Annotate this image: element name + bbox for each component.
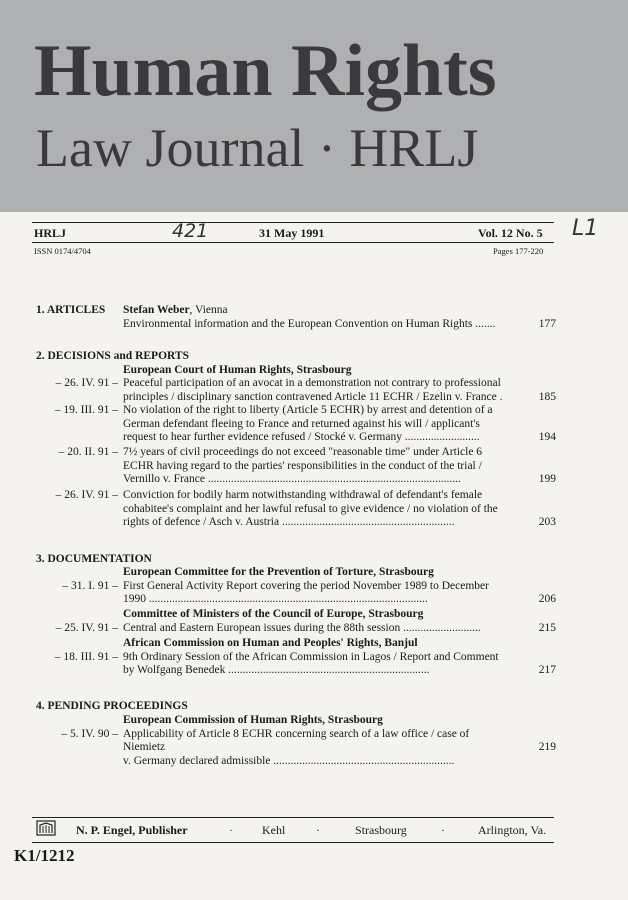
section-heading-decisions: 2. DECISIONS and REPORTS (36, 350, 189, 362)
publisher-name: N. P. Engel, Publisher (76, 823, 188, 837)
court-heading (34, 364, 556, 378)
page-number: 219 (538, 741, 556, 753)
masthead-banner (0, 0, 628, 212)
page-number: 206 (538, 593, 556, 605)
corner-handwriting: L1 (572, 216, 599, 241)
journal-subtitle: Law Journal · HRLJ (36, 118, 479, 178)
entry-line: cohabitee's complaint and her lawful refusal to give evidence / no violation of the (123, 502, 498, 515)
document-date: – 25. IV. 91 – (55, 621, 118, 634)
decision-date: – 19. III. 91 – (54, 404, 118, 416)
entry-line: Conviction for bodily harm notwithstanding withdrawal of defendant's female (123, 489, 483, 501)
footer-separator: · (441, 823, 445, 837)
entry-line: Vernillo v. France ........................................................................................ (123, 473, 461, 485)
page-number: 199 (538, 473, 556, 485)
entry-line: principles / disciplinary sanction contravened Article 11 ECHR / Ezelin v. France . (123, 390, 503, 403)
library-stamp: K1/1212 (14, 846, 75, 865)
toc-entry-decision[interactable] (34, 446, 556, 488)
toc-entry-document[interactable] (34, 566, 556, 608)
toc-entry-document[interactable] (34, 608, 556, 636)
page-range: Pages 177-220 (493, 246, 544, 256)
toc-entry-document[interactable] (34, 637, 556, 679)
decision-date: – 20. II. 91 – (58, 446, 118, 458)
article-title: Environmental information and the European Convention on Human Rights ....... (123, 317, 496, 330)
footer-rule-bottom (32, 842, 554, 843)
issue-rule (32, 242, 554, 243)
issn: ISSN 0174/4704 (34, 246, 91, 256)
entry-line: ECHR having regard to the parties' responsibilities in the conduct of the trial / (123, 459, 482, 472)
page-number: 177 (538, 317, 556, 330)
document-date: – 18. III. 91 – (54, 650, 118, 663)
decision-date: – 26. IV. 91 – (55, 377, 118, 389)
entry-line: 7½ years of civil proceedings do not exceed "reasonable time" under Article 6 (123, 446, 483, 458)
entry-line: Applicability of Article 8 ECHR concerning search of a law office / case of Niemietz (123, 727, 470, 753)
entry-line: v. Germany declared admissible ............................................................... (123, 754, 455, 767)
section-heading-articles: 1. ARTICLES (36, 304, 106, 316)
body-name: African Commission on Human and Peoples' Rights, Banjul (123, 637, 418, 649)
entry-line: 1990 ................................................................................................. (123, 593, 428, 605)
city-kehl: Kehl (262, 823, 286, 837)
city-strasbourg: Strasbourg (355, 823, 407, 837)
footer-separator: · (229, 823, 233, 837)
entry-line: Peaceful participation of an avocat in a demonstration not contrary to professional (123, 377, 501, 389)
body-name: European Commission of Human Rights, Strasbourg (123, 714, 383, 726)
article-author-location: , Vienna (189, 304, 228, 316)
entry-line: by Wolfgang Benedek ...................................................................... (123, 664, 430, 676)
section-heading-pending: 4. PENDING PROCEEDINGS (36, 700, 188, 712)
toc-entry-decision[interactable] (34, 377, 556, 405)
article-author: Stefan Weber (123, 304, 190, 316)
page-number: 203 (538, 516, 556, 528)
volume-number: Vol. 12 No. 5 (478, 226, 543, 240)
toc-entry-article[interactable] (34, 304, 556, 334)
toc-entry-decision[interactable] (34, 404, 556, 446)
journal-abbrev: HRLJ (34, 226, 67, 240)
section-heading-documentation: 3. DOCUMENTATION (36, 553, 152, 565)
court-name: European Court of Human Rights, Strasbourg (123, 364, 352, 376)
issue-date: 31 May 1991 (259, 226, 325, 240)
entry-line: Central and Eastern European issues during the 88th session ........................... (123, 621, 481, 634)
toc-entry-pending[interactable] (34, 714, 556, 767)
footer-rule-top (32, 817, 554, 818)
footer-separator: · (316, 823, 320, 837)
pending-date: – 5. IV. 90 – (61, 727, 118, 740)
entry-line: request to hear further evidence refused / Stocké v. Germany .......................... (123, 431, 480, 443)
page-number: 185 (538, 390, 556, 403)
page-number: 215 (538, 621, 556, 634)
entry-line: rights of defence / Asch v. Austria ............................................................ (123, 516, 455, 528)
entry-line: 9th Ordinary Session of the African Commission in Lagos / Report and Comment (123, 650, 499, 663)
body-name: European Committee for the Prevention of Torture, Strasbourg (123, 566, 434, 578)
entry-line: No violation of the right to liberty (Article 5 ECHR) by arrest and detention of a (123, 404, 493, 416)
document-date: – 31. I. 91 – (62, 579, 118, 592)
toc-entry-decision[interactable] (34, 489, 556, 531)
city-arlington: Arlington, Va. (478, 823, 547, 837)
publisher-logo-icon (36, 820, 56, 836)
decision-date: – 26. IV. 91 – (55, 489, 118, 501)
body-name: Committee of Ministers of the Council of Europe, Strasbourg (123, 608, 424, 620)
entry-line: First General Activity Report covering the period November 1989 to December (123, 579, 489, 592)
journal-title: Human Rights (34, 30, 497, 112)
page-number: 217 (538, 664, 556, 676)
handwritten-number: 421 (172, 220, 209, 242)
page-number: 194 (538, 431, 556, 443)
top-rule (32, 222, 554, 223)
entry-line: German defendant fleeing to France and returned against his will / applicant's (123, 417, 480, 430)
